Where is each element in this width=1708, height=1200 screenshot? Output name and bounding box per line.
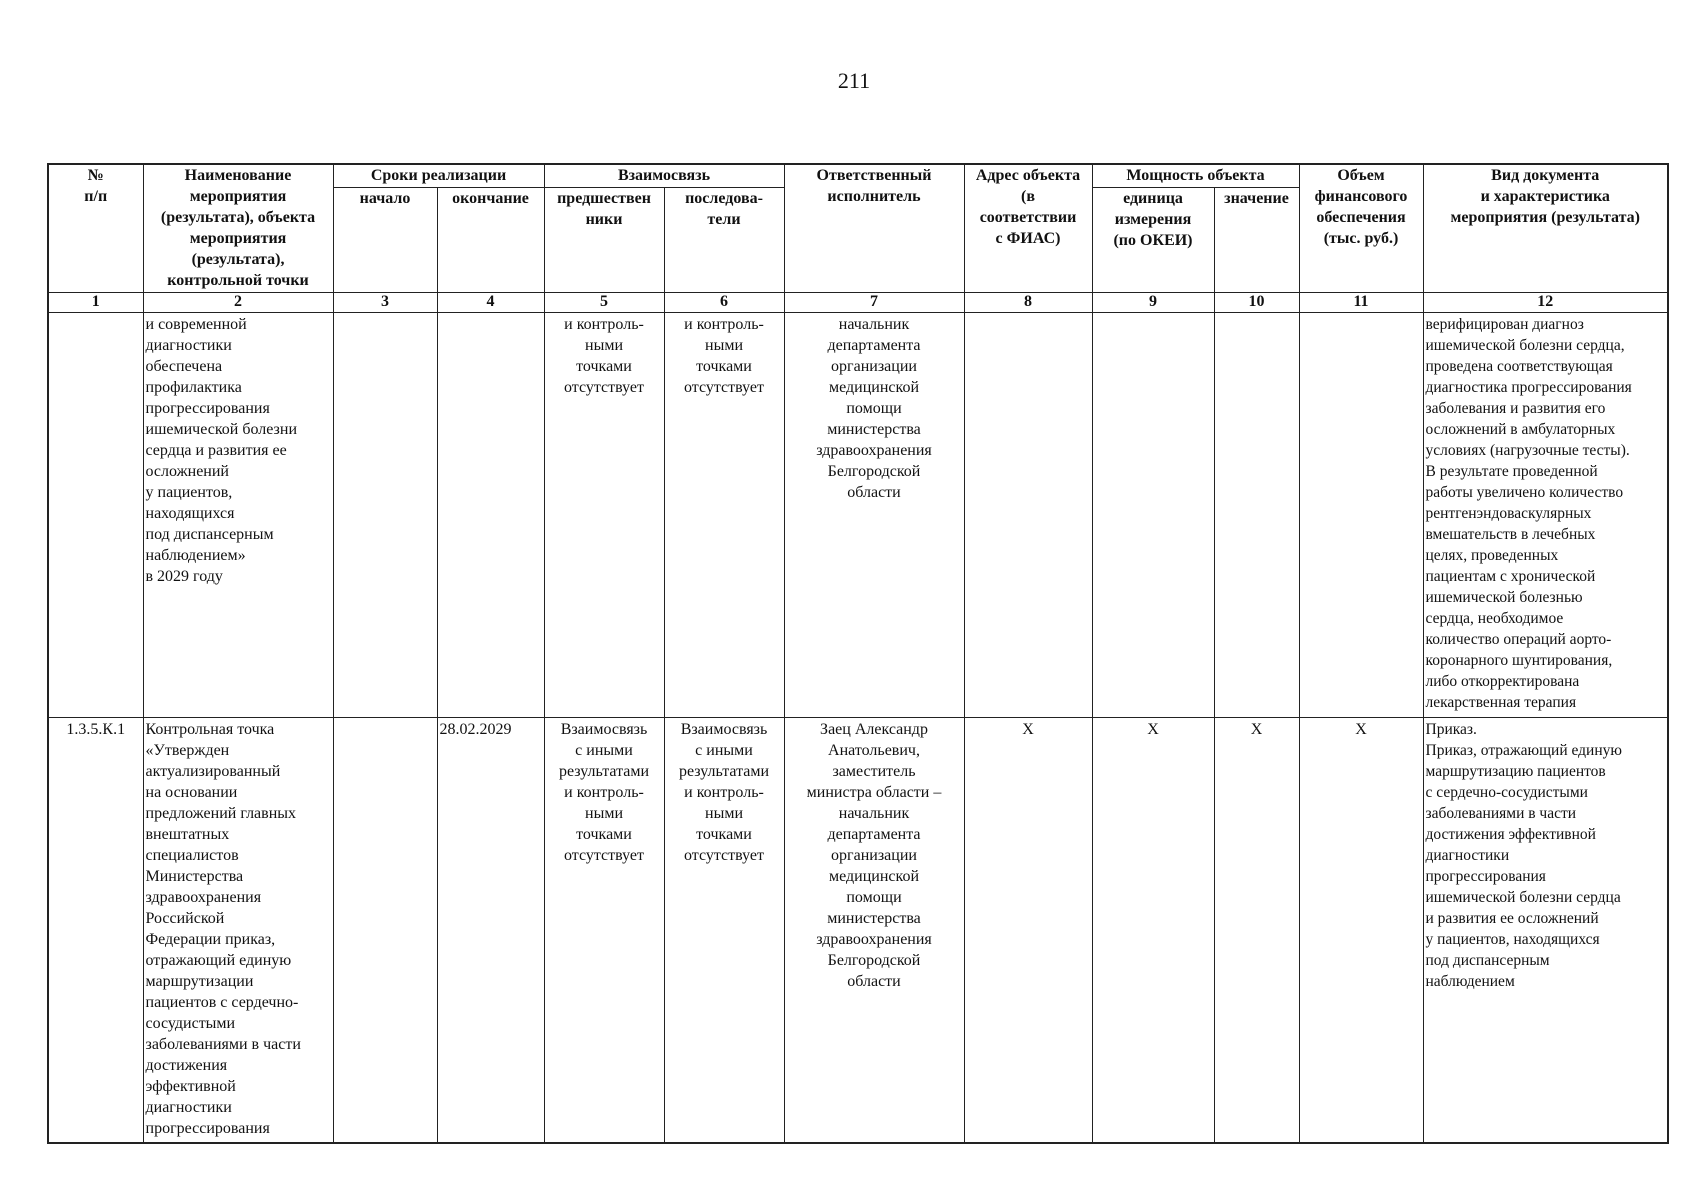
table-row [48,313,1668,718]
row-doc-type: Приказ. Приказ, отражающий единую маршрутизацию пациентов с сердечно-сосудистыми заболеваниями в части достижения эффективной диагностики прогрессирования ишемической болезни сердца и развития ее осложнений у пациентов, находящихся под диспансерным наблюдением [1423,718,1668,1144]
row-end: 28.02.2029 [437,718,544,1144]
row-successors: Взаимосвязь с иными результатами и контроль- ными точками отсутствует [664,718,784,1144]
column-number: 10 [1214,293,1299,313]
column-number: 1 [48,293,143,313]
row-name: Контрольная точка «Утвержден актуализированный на основании предложений главных внештатных специалистов Министерства здравоохранения Российской Федерации приказ, отражающий единую маршрутизации пациентов с сердечно- сосудистыми заболеваниями в части достижения эффективной диагностики прогрессирования [143,718,333,1144]
row-unit: X [1092,718,1214,1144]
row-unit [1092,313,1214,718]
header-responsible: Ответственный исполнитель [784,164,964,293]
column-number: 7 [784,293,964,313]
column-number: 6 [664,293,784,313]
column-number: 4 [437,293,544,313]
table-row [48,718,1668,1144]
column-number: 11 [1299,293,1423,313]
header-doc-type: Вид документа и характеристика мероприятия (результата) [1423,164,1668,293]
row-funding [1299,313,1423,718]
row-address [964,313,1092,718]
header-terms: Сроки реализации [333,164,544,188]
column-number: 3 [333,293,437,313]
plan-table [47,163,1669,1144]
row-value [1214,313,1299,718]
row-end [437,313,544,718]
page-number: 211 [837,68,871,93]
header-name: Наименование мероприятия (результата), объекта мероприятия (результата), контрольной точки [143,164,333,293]
column-number: 8 [964,293,1092,313]
row-funding: X [1299,718,1423,1144]
row-doc-type: верифицирован диагноз ишемической болезни сердца, проведена соответствующая диагностика прогрессирования заболевания и развития его осложнений в амбулаторных условиях (нагрузочные тесты). В результате проведенной работы увеличено количество рентгенэндоваскулярных вмешательств в лечебных целях, проведенных пациентам с хронической ишемической болезнью сердца, необходимое количество операций аорто- коронарного шунтирования, либо откорректирована лекарственная терапия [1423,313,1668,718]
header-address: Адрес объекта (в соответствии с ФИАС) [964,164,1092,293]
row-responsible: начальник департамента организации медицинской помощи министерства здравоохранения Белгородской области [784,313,964,718]
column-number: 2 [143,293,333,313]
header-capacity: Мощность объекта [1092,164,1299,188]
row-predecessors: и контроль- ными точками отсутствует [544,313,664,718]
header-value: значение [1214,188,1299,293]
header-relation: Взаимосвязь [544,164,784,188]
row-responsible: Заец Александр Анатольевич, заместитель министра области – начальник департамента организации медицинской помощи министерства здравоохранения Белгородской области [784,718,964,1144]
header-unit: единица измерения (по ОКЕИ) [1092,188,1214,293]
header-start: начало [333,188,437,293]
row-start [333,313,437,718]
column-number: 12 [1423,293,1668,313]
header-predecessors: предшествен ники [544,188,664,293]
row-value: X [1214,718,1299,1144]
column-number: 9 [1092,293,1214,313]
row-no: 1.3.5.К.1 [48,718,143,1144]
row-name: и современной диагностики обеспечена профилактика прогрессирования ишемической болезни сердца и развития ее осложнений у пациентов, находящихся под диспансерным наблюдением» в 2029 году [143,313,333,718]
row-predecessors: Взаимосвязь с иными результатами и контроль- ными точками отсутствует [544,718,664,1144]
header-successors: последова- тели [664,188,784,293]
row-address: X [964,718,1092,1144]
column-number: 5 [544,293,664,313]
row-start [333,718,437,1144]
header-funding: Объем финансового обеспечения (тыс. руб.) [1299,164,1423,293]
header-end: окончание [437,188,544,293]
row-no [48,313,143,718]
header-no: № п/п [48,164,143,293]
row-successors: и контроль- ными точками отсутствует [664,313,784,718]
